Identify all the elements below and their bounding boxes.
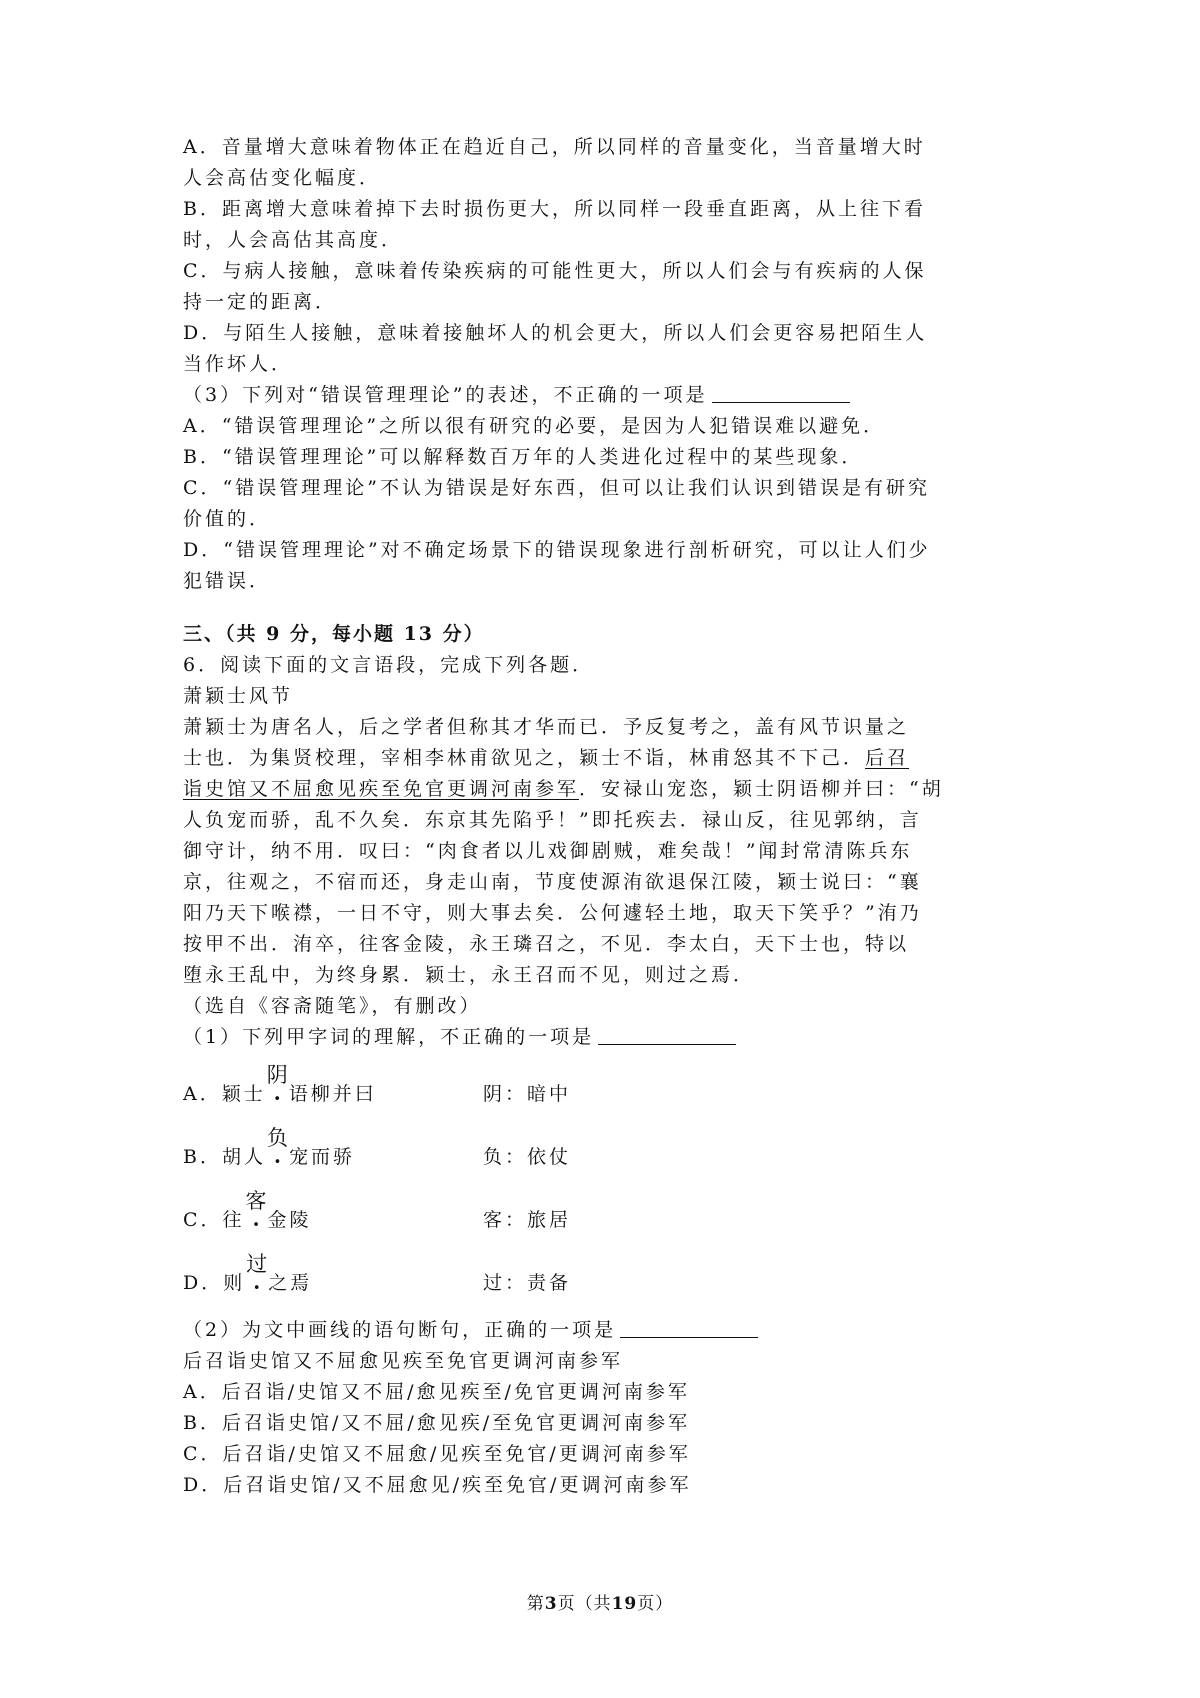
passage-line: 阳乃天下喉襟，一日不守，则大事去矣．公何遽轻土地，取天下笑乎？”洧乃 <box>183 902 922 924</box>
q1-option-c <box>183 1179 1028 1242</box>
option-gloss: 过：责备 <box>483 1272 572 1294</box>
option-prefix: B．胡人 <box>183 1146 266 1168</box>
option-a-line2: 人会高估变化幅度． <box>183 167 382 189</box>
q2-stem-text: （2）为文中画线的语句断句，正确的一项是 <box>183 1319 617 1341</box>
passage-source: （选自《容斋随笔》，有删改） <box>183 995 482 1017</box>
q3-option-d-line1: D．“错误管理理论”对不确定场景下的错误现象进行剖析研究，可以让人们少 <box>183 539 931 561</box>
passage-title: 萧颖士风节 <box>183 685 294 707</box>
option-d-line1: D．与陌生人接触，意味着接触坏人的机会更大，所以人们会更容易把陌生人 <box>183 322 928 344</box>
underlined-sentence: 后召 <box>865 747 910 769</box>
option-c-line1: C．与病人接触，意味着传染疾病的可能性更大，所以人们会与有疾病的人保 <box>183 260 927 282</box>
q1-option-d <box>183 1242 1028 1305</box>
passage-line: 人负宠而骄，乱不久矣．东京其先陷乎！”即托疾去．禄山反，往见郭纳，言 <box>183 809 922 831</box>
option-prefix: D．则 <box>183 1272 246 1294</box>
passage-text: ．安禄山宠恣，颖士阴语柳并曰：“胡 <box>579 778 944 800</box>
q3-stem-text: （3）下列对“错误管理理论”的表述，不正确的一项是 <box>183 384 708 406</box>
q3-stem <box>183 380 1028 411</box>
footer-text: 页（共 <box>557 1594 612 1614</box>
underlined-sentence: 诣史馆又不屈愈见疾至免官更调河南参军 <box>183 778 580 800</box>
q1-option-b <box>183 1116 1028 1179</box>
emphasized-char: 负 <box>266 1126 288 1150</box>
answer-blank <box>712 380 850 403</box>
prev-question-options <box>183 132 1028 380</box>
q3-option-a: A．“错误管理理论”之所以很有研究的必要，是因为人犯错误难以避免． <box>183 415 886 437</box>
option-prefix: C．往 <box>183 1209 245 1231</box>
q2-option-b: B．后召诣史馆/又不屈/愈见疾/至免官更调河南参军 <box>183 1412 691 1434</box>
option-text <box>183 1252 313 1299</box>
passage-text: 士也．为集贤校理，宰相李林甫欲见之，颖士不诣，林甫怒其不下己． <box>183 747 866 769</box>
answer-blank <box>598 1022 736 1045</box>
passage-line: 按甲不出．洧卒，往客金陵，永王璘召之，不见．李太白，天下士也，特以 <box>183 933 910 955</box>
option-c-line2: 持一定的距离． <box>183 291 338 313</box>
option-suffix: 金陵 <box>267 1209 312 1231</box>
answer-blank <box>620 1315 758 1338</box>
option-text <box>183 1189 312 1236</box>
q3-option-c-line2: 价值的． <box>183 508 272 530</box>
passage-line: 御守计，纳不用．叹曰：“肉食者以儿戏御剧贼，难矣哉！”闻封常清陈兵东 <box>183 840 913 862</box>
option-suffix: 语柳并曰 <box>288 1083 377 1105</box>
option-b-line1: B．距离增大意味着掉下去时损伤更大，所以同样一段垂直距离，从上往下看 <box>183 198 926 220</box>
passage-line: 堕永王乱中，为终身累．颖士，永王召而不见，则过之焉． <box>183 964 756 986</box>
q1-option-a <box>183 1053 1028 1116</box>
q2-option-c: C．后召诣/史馆又不屈愈/见疾至免官/更调河南参军 <box>183 1443 691 1465</box>
section-gap <box>183 597 1028 619</box>
q3-option-b: B．“错误管理理论”可以解释数百万年的人类进化过程中的某些现象． <box>183 446 864 468</box>
passage-line <box>183 774 1028 805</box>
total-pages: 19 <box>611 1594 638 1614</box>
emphasized-char: 过 <box>246 1252 268 1276</box>
emphasized-char: 客 <box>245 1189 267 1213</box>
emphasized-char: 阴 <box>266 1063 288 1087</box>
q2-stem <box>183 1315 1028 1346</box>
option-suffix: 之焉 <box>268 1272 313 1294</box>
passage-line <box>183 743 1028 774</box>
option-gloss: 负：依仗 <box>483 1146 572 1168</box>
text-column <box>183 132 1028 1501</box>
option-text <box>183 1063 377 1110</box>
page-number: 3 <box>544 1594 558 1614</box>
q3-option-c-line1: C．“错误管理理论”不认为错误是好东西，但可以让我们认识到错误是有研究 <box>183 477 930 499</box>
q2-option-a: A．后召诣/史馆又不屈/愈见疾至/免官更调河南参军 <box>183 1381 690 1403</box>
q2-sentence: 后召诣史馆又不屈愈见疾至免官更调河南参军 <box>183 1350 624 1372</box>
section-heading: 三、（共 9 分，每小题 13 分） <box>183 623 485 645</box>
q3-option-d-line2: 犯错误． <box>183 570 272 592</box>
q2-option-d: D．后召诣史馆/又不屈愈见/疾至免官/更调河南参军 <box>183 1474 692 1496</box>
footer-text: 页） <box>637 1594 674 1614</box>
q1-stem-text: （1）下列甲字词的理解，不正确的一项是 <box>183 1026 595 1048</box>
option-d-line2: 当作坏人． <box>183 353 294 375</box>
q6-stem: 6．阅读下面的文言语段，完成下列各题． <box>183 654 595 676</box>
option-gloss: 阴：暗中 <box>483 1083 572 1105</box>
option-a-line1: A．音量增大意味着物体正在趋近自己，所以同样的音量变化，当音量增大时 <box>183 136 926 158</box>
option-gloss: 客：旅居 <box>483 1209 572 1231</box>
q1-stem <box>183 1022 1028 1053</box>
option-text <box>183 1126 355 1173</box>
option-b-line2: 时，人会高估其高度． <box>183 229 404 251</box>
option-suffix: 宠而骄 <box>288 1146 355 1168</box>
passage-line: 京，往观之，不宿而还，身走山南，节度使源洧欲退保江陵，颖士说曰：“襄 <box>183 871 922 893</box>
passage <box>183 712 1028 991</box>
footer-text: 第 <box>526 1594 545 1614</box>
passage-line: 萧颖士为唐名人，后之学者但称其才华而已．予反复考之，盖有风节识量之 <box>183 716 910 738</box>
page-footer <box>0 1591 1200 1617</box>
option-prefix: A．颖士 <box>183 1083 266 1105</box>
